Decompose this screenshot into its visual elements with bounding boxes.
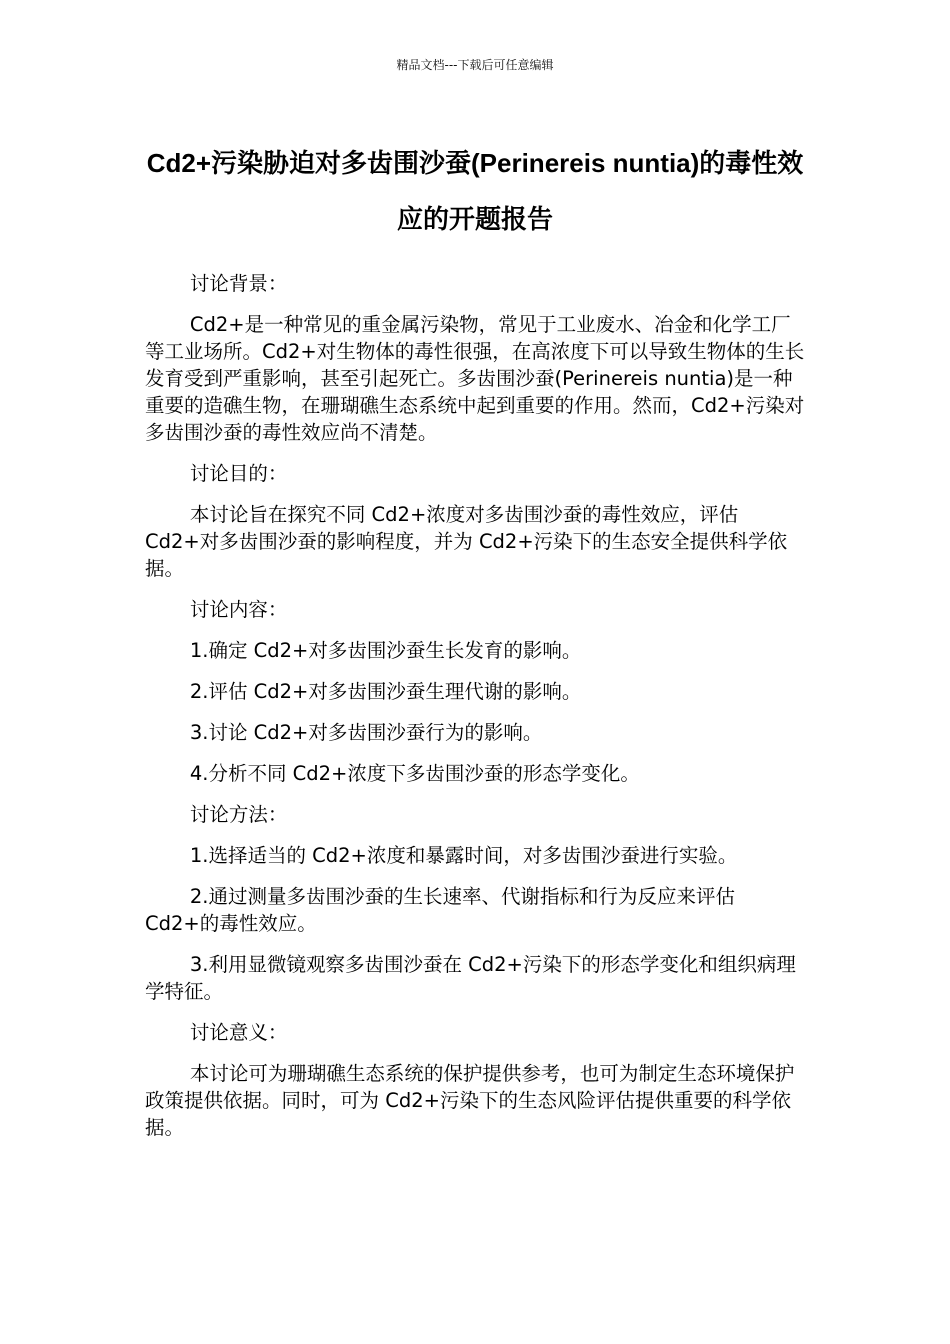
document-body [145,270,807,1155]
background-paragraph: Cd2+是一种常见的重金属污染物，常见于工业废水、冶金和化学工厂等工业场所。Cd2+对生物体的毒性很强，在高浓度下可以导致生物体的生长发育受到严重影响，甚至引起死亡。多齿围沙蚕(Perinereis nuntia)是一种重要的造礁生物，在珊瑚礁生态系统中起到重要的作用。然而，Cd2+污染对多齿围沙蚕的毒性效应尚不清楚。 [145,313,805,444]
header-note: 精品文档---下载后可任意编辑 [396,58,554,72]
purpose-heading: 讨论目的： [189,462,288,485]
background-heading: 讨论背景： [189,272,288,295]
content-item: 3.讨论 Cd2+对多齿围沙蚕行为的影响。 [189,721,543,744]
significance-heading: 讨论意义： [189,1021,288,1044]
document-title: Cd2+污染胁迫对多齿围沙蚕(Perinereis nuntia)的毒性效应的开题报告 [146,148,804,234]
method-heading: 讨论方法： [189,803,288,826]
method-item: 3.利用显微镜观察多齿围沙蚕在 Cd2+污染下的形态学变化和组织病理学特征。 [145,953,796,1003]
method-item: 1.选择适当的 Cd2+浓度和暴露时间，对多齿围沙蚕进行实验。 [189,844,738,867]
content-item: 4.分析不同 Cd2+浓度下多齿围沙蚕的形态学变化。 [189,762,640,785]
content-item: 1.确定 Cd2+对多齿围沙蚕生长发育的影响。 [189,639,582,662]
method-item: 2.通过测量多齿围沙蚕的生长速率、代谢指标和行为反应来评估Cd2+的毒性效应。 [145,885,735,935]
significance-paragraph: 本讨论可为珊瑚礁生态系统的保护提供参考，也可为制定生态环境保护政策提供依据。同时，可为 Cd2+污染下的生态风险评估提供重要的科学依据。 [145,1062,795,1139]
content-item: 2.评估 Cd2+对多齿围沙蚕生理代谢的影响。 [189,680,582,703]
purpose-paragraph: 本讨论旨在探究不同 Cd2+浓度对多齿围沙蚕的毒性效应，评估Cd2+对多齿围沙蚕的影响程度，并为 Cd2+污染下的生态安全提供科学依据。 [145,503,788,580]
content-heading: 讨论内容： [189,598,288,621]
